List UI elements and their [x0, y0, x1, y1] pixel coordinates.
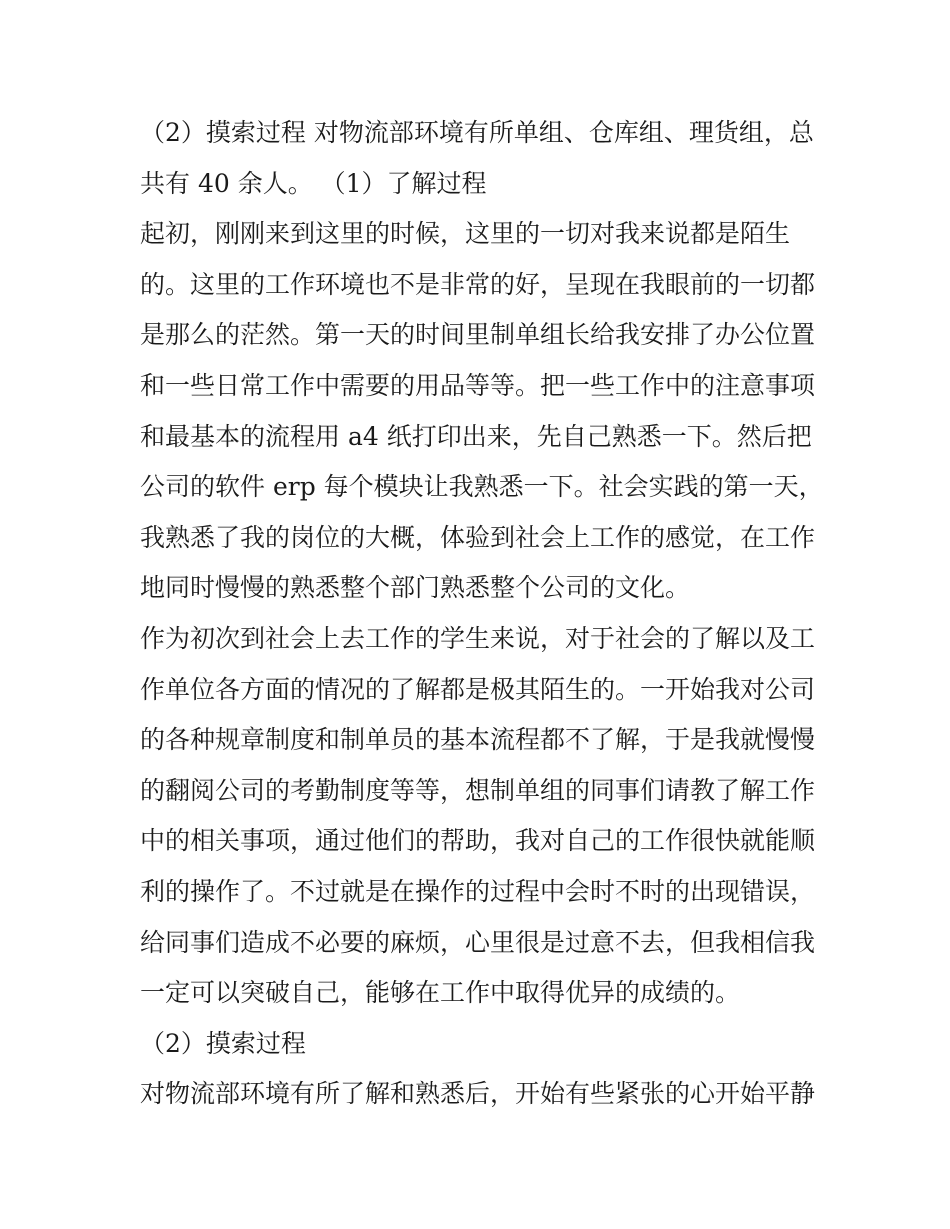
text-line: 公司的软件 erp 每个模块让我熟悉一下。社会实践的第一天，	[140, 472, 824, 502]
text-line: 作为初次到社会上去工作的学生来说，对于社会的了解以及工	[140, 623, 816, 653]
text-line: 是那么的茫然。第一天的时间里制单组长给我安排了办公位置	[140, 320, 816, 350]
text-line: 一定可以突破自己，能够在工作中取得优异的成绩的。	[140, 978, 741, 1008]
text-line: 给同事们造成不必要的麻烦，心里很是过意不去，但我相信我	[140, 927, 816, 957]
text-line: 共有 40 余人。 （1）了解过程	[140, 168, 487, 198]
text-line: 的翻阅公司的考勤制度等等，想制单组的同事们请教了解工作	[140, 775, 816, 805]
text-line: 地同时慢慢的熟悉整个部门熟悉整个公司的文化。	[140, 573, 691, 603]
section-heading: （2）摸索过程	[140, 1028, 306, 1058]
text-line: 起初，刚刚来到这里的时候，这里的一切对我来说都是陌生	[140, 219, 791, 249]
document-body	[140, 108, 824, 1120]
text-line: 利的操作了。不过就是在操作的过程中会时不时的出现错误，	[140, 876, 816, 906]
text-line: 的各种规章制度和制单员的基本流程都不了解，于是我就慢慢	[140, 725, 816, 755]
text-line: 对物流部环境有所了解和熟悉后，开始有些紧张的心开始平静	[140, 1079, 816, 1109]
text-line: 作单位各方面的情况的了解都是极其陌生的。一开始我对公司	[140, 674, 816, 704]
text-line: （2）摸索过程 对物流部环境有所单组、仓库组、理货组，总	[140, 118, 814, 147]
text-line: 的。这里的工作环境也不是非常的好，呈现在我眼前的一切都	[140, 269, 816, 299]
text-line: 中的相关事项，通过他们的帮助，我对自己的工作很快就能顺	[140, 826, 816, 856]
text-line: 和一些日常工作中需要的用品等等。把一些工作中的注意事项	[140, 370, 816, 400]
text-line: 和最基本的流程用 a4 纸打印出来，先自己熟悉一下。然后把	[140, 421, 812, 451]
text-line: 我熟悉了我的岗位的大概，体验到社会上工作的感觉，在工作	[140, 522, 816, 552]
